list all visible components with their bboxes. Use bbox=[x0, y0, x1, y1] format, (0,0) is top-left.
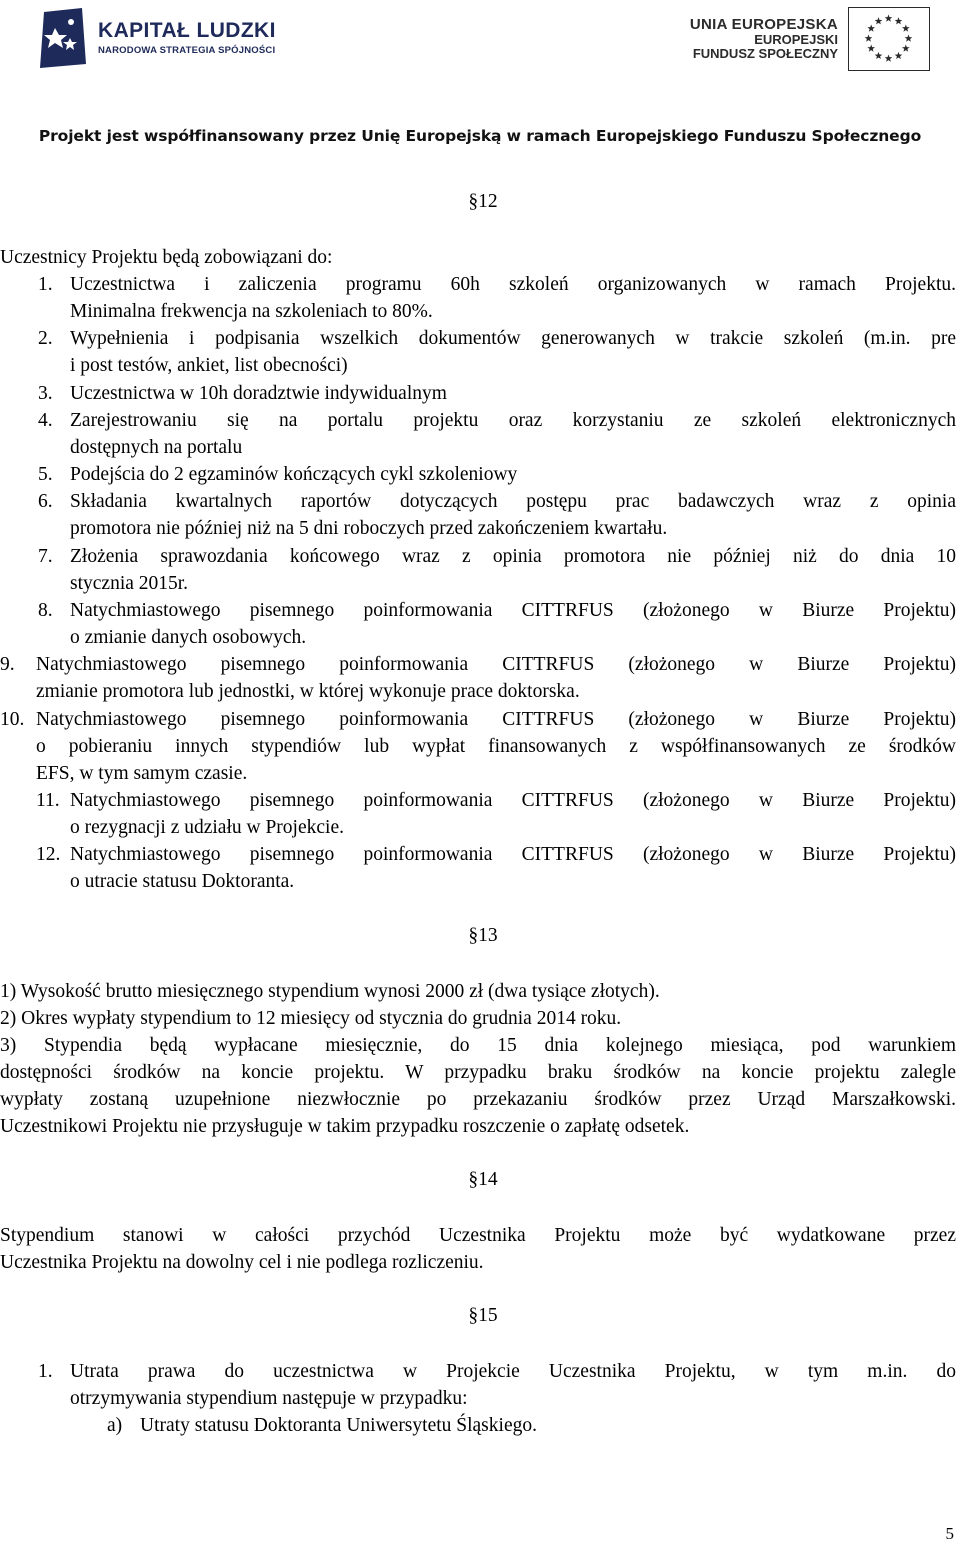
list-item-line: Natychmiastowego pisemnego poinformowania CITTRFUS (złożonego w Biurze Projektu) bbox=[70, 600, 956, 621]
section-heading-15: §15 bbox=[468, 1305, 498, 1326]
section-heading-14: §14 bbox=[468, 1169, 498, 1190]
section-sign-icon: § bbox=[468, 1169, 479, 1190]
list-item-number: 1. bbox=[38, 274, 53, 295]
list-item-line: EFS, w tym samym czasie. bbox=[36, 763, 248, 784]
list-item-line: o pobieraniu innych stypendiów lub wypłat finansowanych z współfinansowanych ze środków bbox=[36, 736, 956, 757]
list-item-number: 10. bbox=[0, 709, 25, 730]
list-item-line: Utrata prawa do uczestnictwa w Projekcie Uczestnika Projektu, w tym m.in. do bbox=[70, 1361, 956, 1382]
list-item-line: promotora nie później niż na 5 dni roboczych przed zakończeniem kwartału. bbox=[70, 518, 668, 539]
list-item-line: o utracie statusu Doktoranta. bbox=[70, 871, 295, 892]
eu-logo-line-3: FUNDUSZ SPOŁECZNY bbox=[692, 46, 838, 62]
list-item-number: 11. bbox=[36, 790, 60, 811]
list-item-number: 12. bbox=[36, 844, 61, 865]
list-item-line: Natychmiastowego pisemnego poinformowania CITTRFUS (złożonego w Biurze Projektu) bbox=[36, 709, 956, 730]
paragraph-line: wypłaty zostaną uzupełnione niezwłocznie po przekazaniu środków przez Urząd Marszałkowski. bbox=[0, 1089, 956, 1110]
list-item-line: Wypełnienia i podpisania wszelkich dokumentów generowanych w trakcie szkoleń (m.in. pre bbox=[70, 328, 956, 349]
list-item-line: Złożenia sprawozdania końcowego wraz z opinia promotora nie później niż do dnia 10 bbox=[70, 546, 956, 567]
section-sign-icon: § bbox=[468, 925, 479, 946]
section-12-intro: Uczestnicy Projektu będą zobowiązani do: bbox=[0, 247, 333, 268]
sub-item-letter: a) bbox=[107, 1415, 123, 1436]
eu-star-icon bbox=[875, 52, 883, 59]
logo-subtitle: NARODOWA STRATEGIA SPÓJNOŚCI bbox=[98, 45, 276, 57]
list-item-line: stycznia 2015r. bbox=[70, 573, 189, 594]
section-heading-13: §13 bbox=[468, 925, 498, 946]
list-item-line: o zmianie danych osobowych. bbox=[70, 627, 307, 648]
eu-logo bbox=[690, 2, 930, 76]
list-item-number: 3. bbox=[38, 383, 53, 404]
list-item-line: Natychmiastowego pisemnego poinformowania CITTRFUS (złożonego w Biurze Projektu) bbox=[70, 790, 956, 811]
eu-logo-line-2: EUROPEJSKI bbox=[754, 32, 838, 48]
section-sign-icon: § bbox=[468, 191, 479, 212]
paragraph-line: 2) Okres wypłaty stypendium to 12 miesięcy od stycznia do grudnia 2014 roku. bbox=[0, 1008, 622, 1029]
kapital-ludzki-logo-icon bbox=[38, 8, 88, 68]
funding-statement: Projekt jest współfinansowany przez Unię Europejską w ramach Europejskiego Funduszu Społecznego bbox=[38, 127, 922, 145]
list-item-line: o rezygnacji z udziału w Projekcie. bbox=[70, 817, 344, 838]
section-sign-icon: § bbox=[468, 1305, 479, 1326]
list-item-number: 9. bbox=[0, 654, 15, 675]
eu-star-icon bbox=[885, 55, 893, 62]
list-item-line: Natychmiastowego pisemnego poinformowania CITTRFUS (złożonego w Biurze Projektu) bbox=[70, 844, 956, 865]
eu-star-icon bbox=[895, 52, 903, 59]
list-item-line: zmianie promotora lub jednostki, w której wykonuje prace doktorska. bbox=[36, 681, 580, 702]
sub-item-text: Utraty statusu Doktoranta Uniwersytetu Śląskiego. bbox=[140, 1415, 537, 1436]
list-item-number: 1. bbox=[38, 1361, 53, 1382]
eu-star-icon bbox=[902, 25, 910, 32]
eu-logo-line-1: UNIA EUROPEJSKA bbox=[689, 15, 838, 33]
list-item-line: Uczestnictwa w 10h doradztwie indywidualnym bbox=[70, 383, 447, 404]
paragraph-line: Uczestnikowi Projektu nie przysługuje w takim przypadku roszczenie o zapłatę odsetek. bbox=[0, 1116, 690, 1137]
list-item-line: i post testów, ankiet, list obecności) bbox=[70, 355, 348, 376]
list-item-number: 2. bbox=[38, 328, 53, 349]
list-item-line: dostępnych na portalu bbox=[70, 437, 243, 458]
eu-star-icon bbox=[885, 15, 893, 22]
list-item-line: Składania kwartalnych raportów dotyczących postępu prac badawczych wraz z opinia bbox=[70, 491, 956, 512]
eu-star-icon bbox=[902, 45, 910, 52]
list-item-line: Natychmiastowego pisemnego poinformowania CITTRFUS (złożonego w Biurze Projektu) bbox=[36, 654, 956, 675]
kapital-ludzki-logo bbox=[38, 2, 276, 74]
paragraph-line: dostępności środków na koncie projektu. W przypadku braku środków na koncie projektu zalegle bbox=[0, 1062, 956, 1083]
list-item-line: Zarejestrowaniu się na portalu projektu oraz korzystaniu ze szkoleń elektronicznych bbox=[70, 410, 956, 431]
eu-star-icon bbox=[895, 17, 903, 24]
eu-flag-icon bbox=[848, 7, 930, 71]
eu-star-icon bbox=[865, 35, 873, 42]
eu-star-icon bbox=[867, 25, 875, 32]
list-item-line: Minimalna frekwencja na szkoleniach to 80%. bbox=[70, 301, 433, 322]
list-item-number: 7. bbox=[38, 546, 53, 567]
list-item-number: 4. bbox=[38, 410, 53, 431]
page-number: 5 bbox=[945, 1524, 954, 1543]
paragraph-line: 1) Wysokość brutto miesięcznego stypendium wynosi 2000 zł (dwa tysiące złotych). bbox=[0, 981, 660, 1002]
paragraph-line: Uczestnika Projektu na dowolny cel i nie podlega rozliczeniu. bbox=[0, 1252, 484, 1273]
eu-star-icon bbox=[905, 35, 913, 42]
list-item-number: 6. bbox=[38, 491, 53, 512]
list-item-line: otrzymywania stypendium następuje w przypadku: bbox=[70, 1388, 468, 1409]
paragraph-line: Stypendium stanowi w całości przychód Uczestnika Projektu może być wydatkowane przez bbox=[0, 1225, 956, 1246]
list-item-line: Uczestnictwa i zaliczenia programu 60h szkoleń organizowanych w ramach Projektu. bbox=[70, 274, 956, 295]
section-heading-12: §12 bbox=[468, 191, 498, 212]
list-item-line: Podejścia do 2 egzaminów kończących cykl szkoleniowy bbox=[70, 464, 518, 485]
eu-star-icon bbox=[875, 17, 883, 24]
list-item-number: 8. bbox=[38, 600, 53, 621]
logo-title: KAPITAŁ LUDZKI bbox=[98, 19, 276, 43]
list-item-number: 5. bbox=[38, 464, 53, 485]
paragraph-line: 3) Stypendia będą wypłacane miesięcznie, do 15 dnia kolejnego miesiąca, pod warunkiem bbox=[0, 1035, 956, 1056]
eu-star-icon bbox=[867, 45, 875, 52]
